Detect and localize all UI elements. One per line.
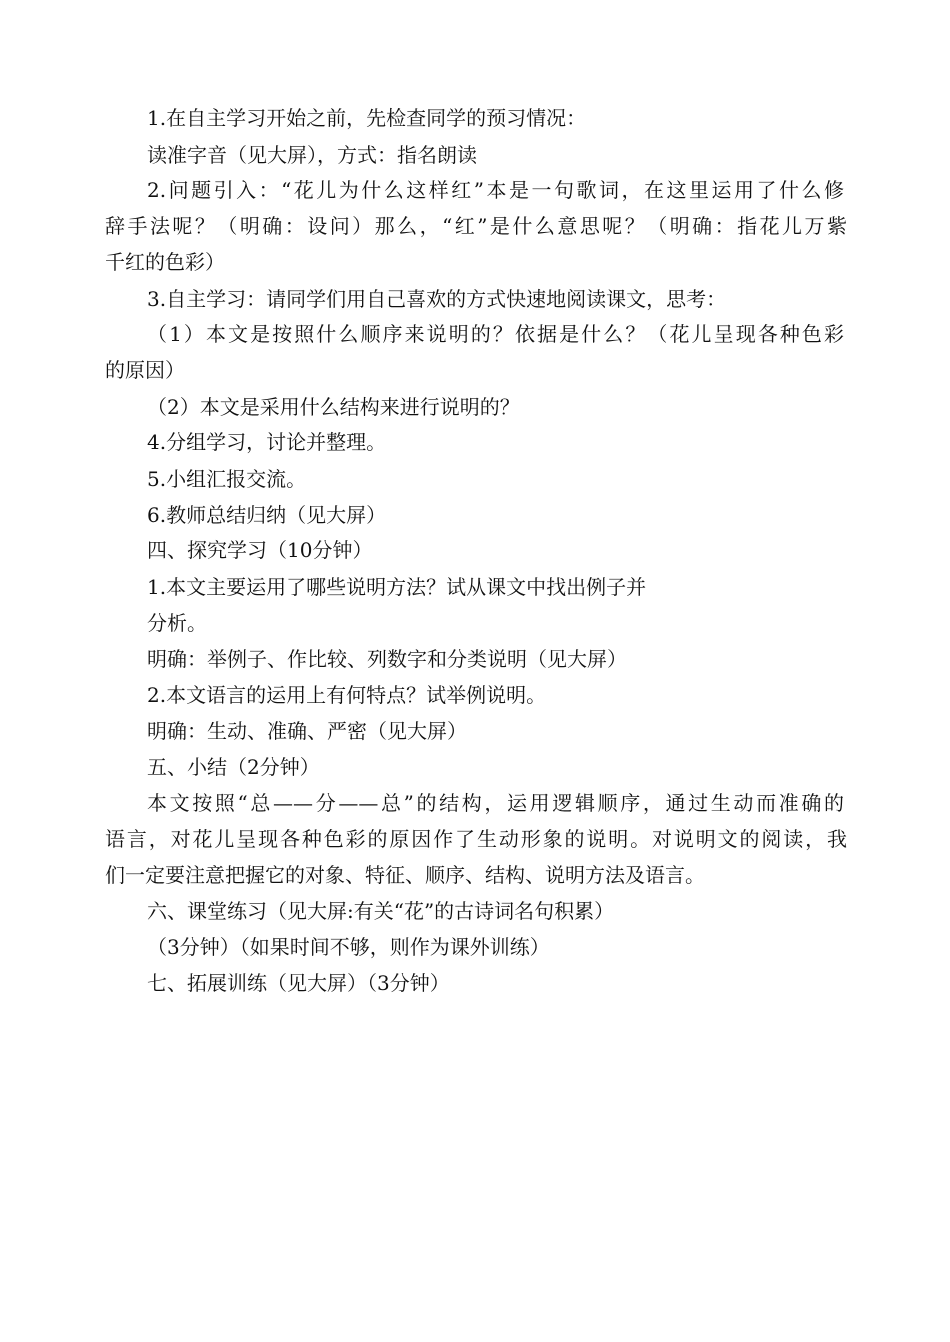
inquiry-answer-1: 明确：举例子、作比较、列数字和分类说明（见大屏） xyxy=(147,647,627,671)
step-1-pronunciation: 读准字音（见大屏），方式：指名朗读 xyxy=(147,143,477,167)
step-1-preview-check: 1.在自主学习开始之前，先检查同学的预习情况： xyxy=(147,106,587,130)
step-6-teacher-summary: 6.教师总结归纳（见大屏） xyxy=(147,503,387,527)
summary-line-3: 们一定要注意把握它的对象、特征、顺序、结构、说明方法及语言。 xyxy=(105,863,705,887)
question-2: （2）本文是采用什么结构来进行说明的？ xyxy=(147,395,520,419)
step-2-question-intro-line-2: 辞手法呢？（明确：设问）那么，“红”是什么意思呢？（明确：指花儿万紫 xyxy=(105,214,847,238)
question-1-line-2: 的原因） xyxy=(105,358,185,382)
inquiry-question-1-line-1: 1.本文主要运用了哪些说明方法？试从课文中找出例子并 xyxy=(147,575,647,599)
step-4-group-study: 4.分组学习，讨论并整理。 xyxy=(147,430,387,454)
section-7-heading: 七、拓展训练（见大屏）（3分钟） xyxy=(147,971,450,995)
section-6-time-note: （3分钟）（如果时间不够，则作为课外训练） xyxy=(147,935,550,959)
inquiry-question-2: 2.本文语言的运用上有何特点？试举例说明。 xyxy=(147,683,547,707)
step-5-group-report: 5.小组汇报交流。 xyxy=(147,467,307,491)
step-3-self-study: 3.自主学习：请同学们用自己喜欢的方式快速地阅读课文，思考： xyxy=(147,287,727,311)
section-5-heading: 五、小结（2分钟） xyxy=(147,755,320,779)
inquiry-answer-2: 明确：生动、准确、严密（见大屏） xyxy=(147,719,467,743)
inquiry-question-1-line-2: 分析。 xyxy=(147,611,207,635)
step-2-question-intro-line-1: 2.问题引入：“花儿为什么这样红”本是一句歌词，在这里运用了什么修 xyxy=(147,178,844,202)
section-6-heading: 六、课堂练习（见大屏:有关“花”的古诗词名句积累） xyxy=(147,899,615,923)
summary-line-1: 本文按照“总——分——总”的结构，运用逻辑顺序，通过生动而准确的 xyxy=(147,791,844,815)
summary-line-2: 语言，对花儿呈现各种色彩的原因作了生动形象的说明。对说明文的阅读，我 xyxy=(105,827,847,851)
question-1-line-1: （1）本文是按照什么顺序来说明的？依据是什么？（花儿呈现各种色彩 xyxy=(147,322,844,346)
step-2-question-intro-line-3: 千红的色彩） xyxy=(105,250,225,274)
section-4-heading: 四、探究学习（10分钟） xyxy=(147,538,373,562)
